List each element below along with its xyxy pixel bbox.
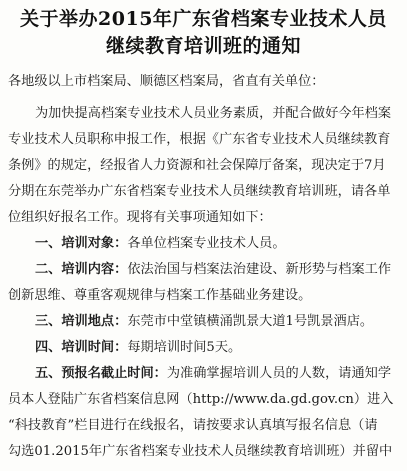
- intro-line: 为加快提高档案专业技术人员业务素质，并配合做好今年档案: [35, 106, 392, 121]
- intro-line: 条例》的规定，经报省人力资源和社会保障厅备案，现决定于7月: [8, 158, 386, 173]
- item-label: 三、培训地点：: [35, 314, 128, 329]
- item-text: 各单位档案专业技术人员。: [127, 236, 286, 251]
- item-label: 二、培训内容：: [35, 262, 128, 277]
- intro-line: 位组织好报名工作。现将有关事项通知如下：: [8, 210, 272, 225]
- intro-line: 分期在东莞举办广东省档案专业技术人员继续教育培训班，请各单: [8, 184, 391, 199]
- item-training-time: [8, 335, 399, 361]
- item-label: 一、培训对象：: [35, 236, 128, 251]
- item-label: 四、培训时间：: [35, 340, 128, 355]
- title-line-2: 继续教育培训班的通知: [105, 35, 301, 57]
- item-text: 东莞市中堂镇横涌凯景大道1号凯景酒店。: [127, 314, 374, 329]
- item-text: 为准确掌握培训人员的人数，请通知学: [166, 366, 392, 381]
- item-text: 员本人登陆广东省档案信息网（http://www.da.gd.gov.cn）进入: [8, 392, 394, 407]
- title-line-1: 关于举办2015年广东省档案专业技术人员: [20, 8, 387, 30]
- item-text: 每期培训时间5天。: [127, 340, 242, 355]
- notice-title: [8, 6, 399, 60]
- item-label: 五、预报名截止时间：: [35, 366, 167, 381]
- item-text: “科技教育”栏目进行在线报名，请按要求认真填写报名信息（请: [8, 418, 378, 433]
- item-text: 勾选01.2015年广东省档案专业技术人员继续教育培训班）并留中: [8, 444, 393, 459]
- salutation: 各地级以上市档案局、顺德区档案局，省直有关单位：: [8, 74, 325, 89]
- item-training-location: [8, 309, 399, 335]
- item-training-content: [8, 257, 399, 309]
- item-training-target: [8, 231, 399, 257]
- intro-line: 专业技术人员职称申报工作，根据《广东省专业技术人员继续教育: [8, 132, 391, 147]
- item-text: 创新思维、尊重客观规律与档案工作基础业务建设。: [8, 288, 312, 303]
- item-text: 依法治国与档案法治建设、新形势与档案工作: [127, 262, 392, 277]
- intro-paragraph: [8, 101, 399, 231]
- item-registration-deadline: [8, 361, 399, 465]
